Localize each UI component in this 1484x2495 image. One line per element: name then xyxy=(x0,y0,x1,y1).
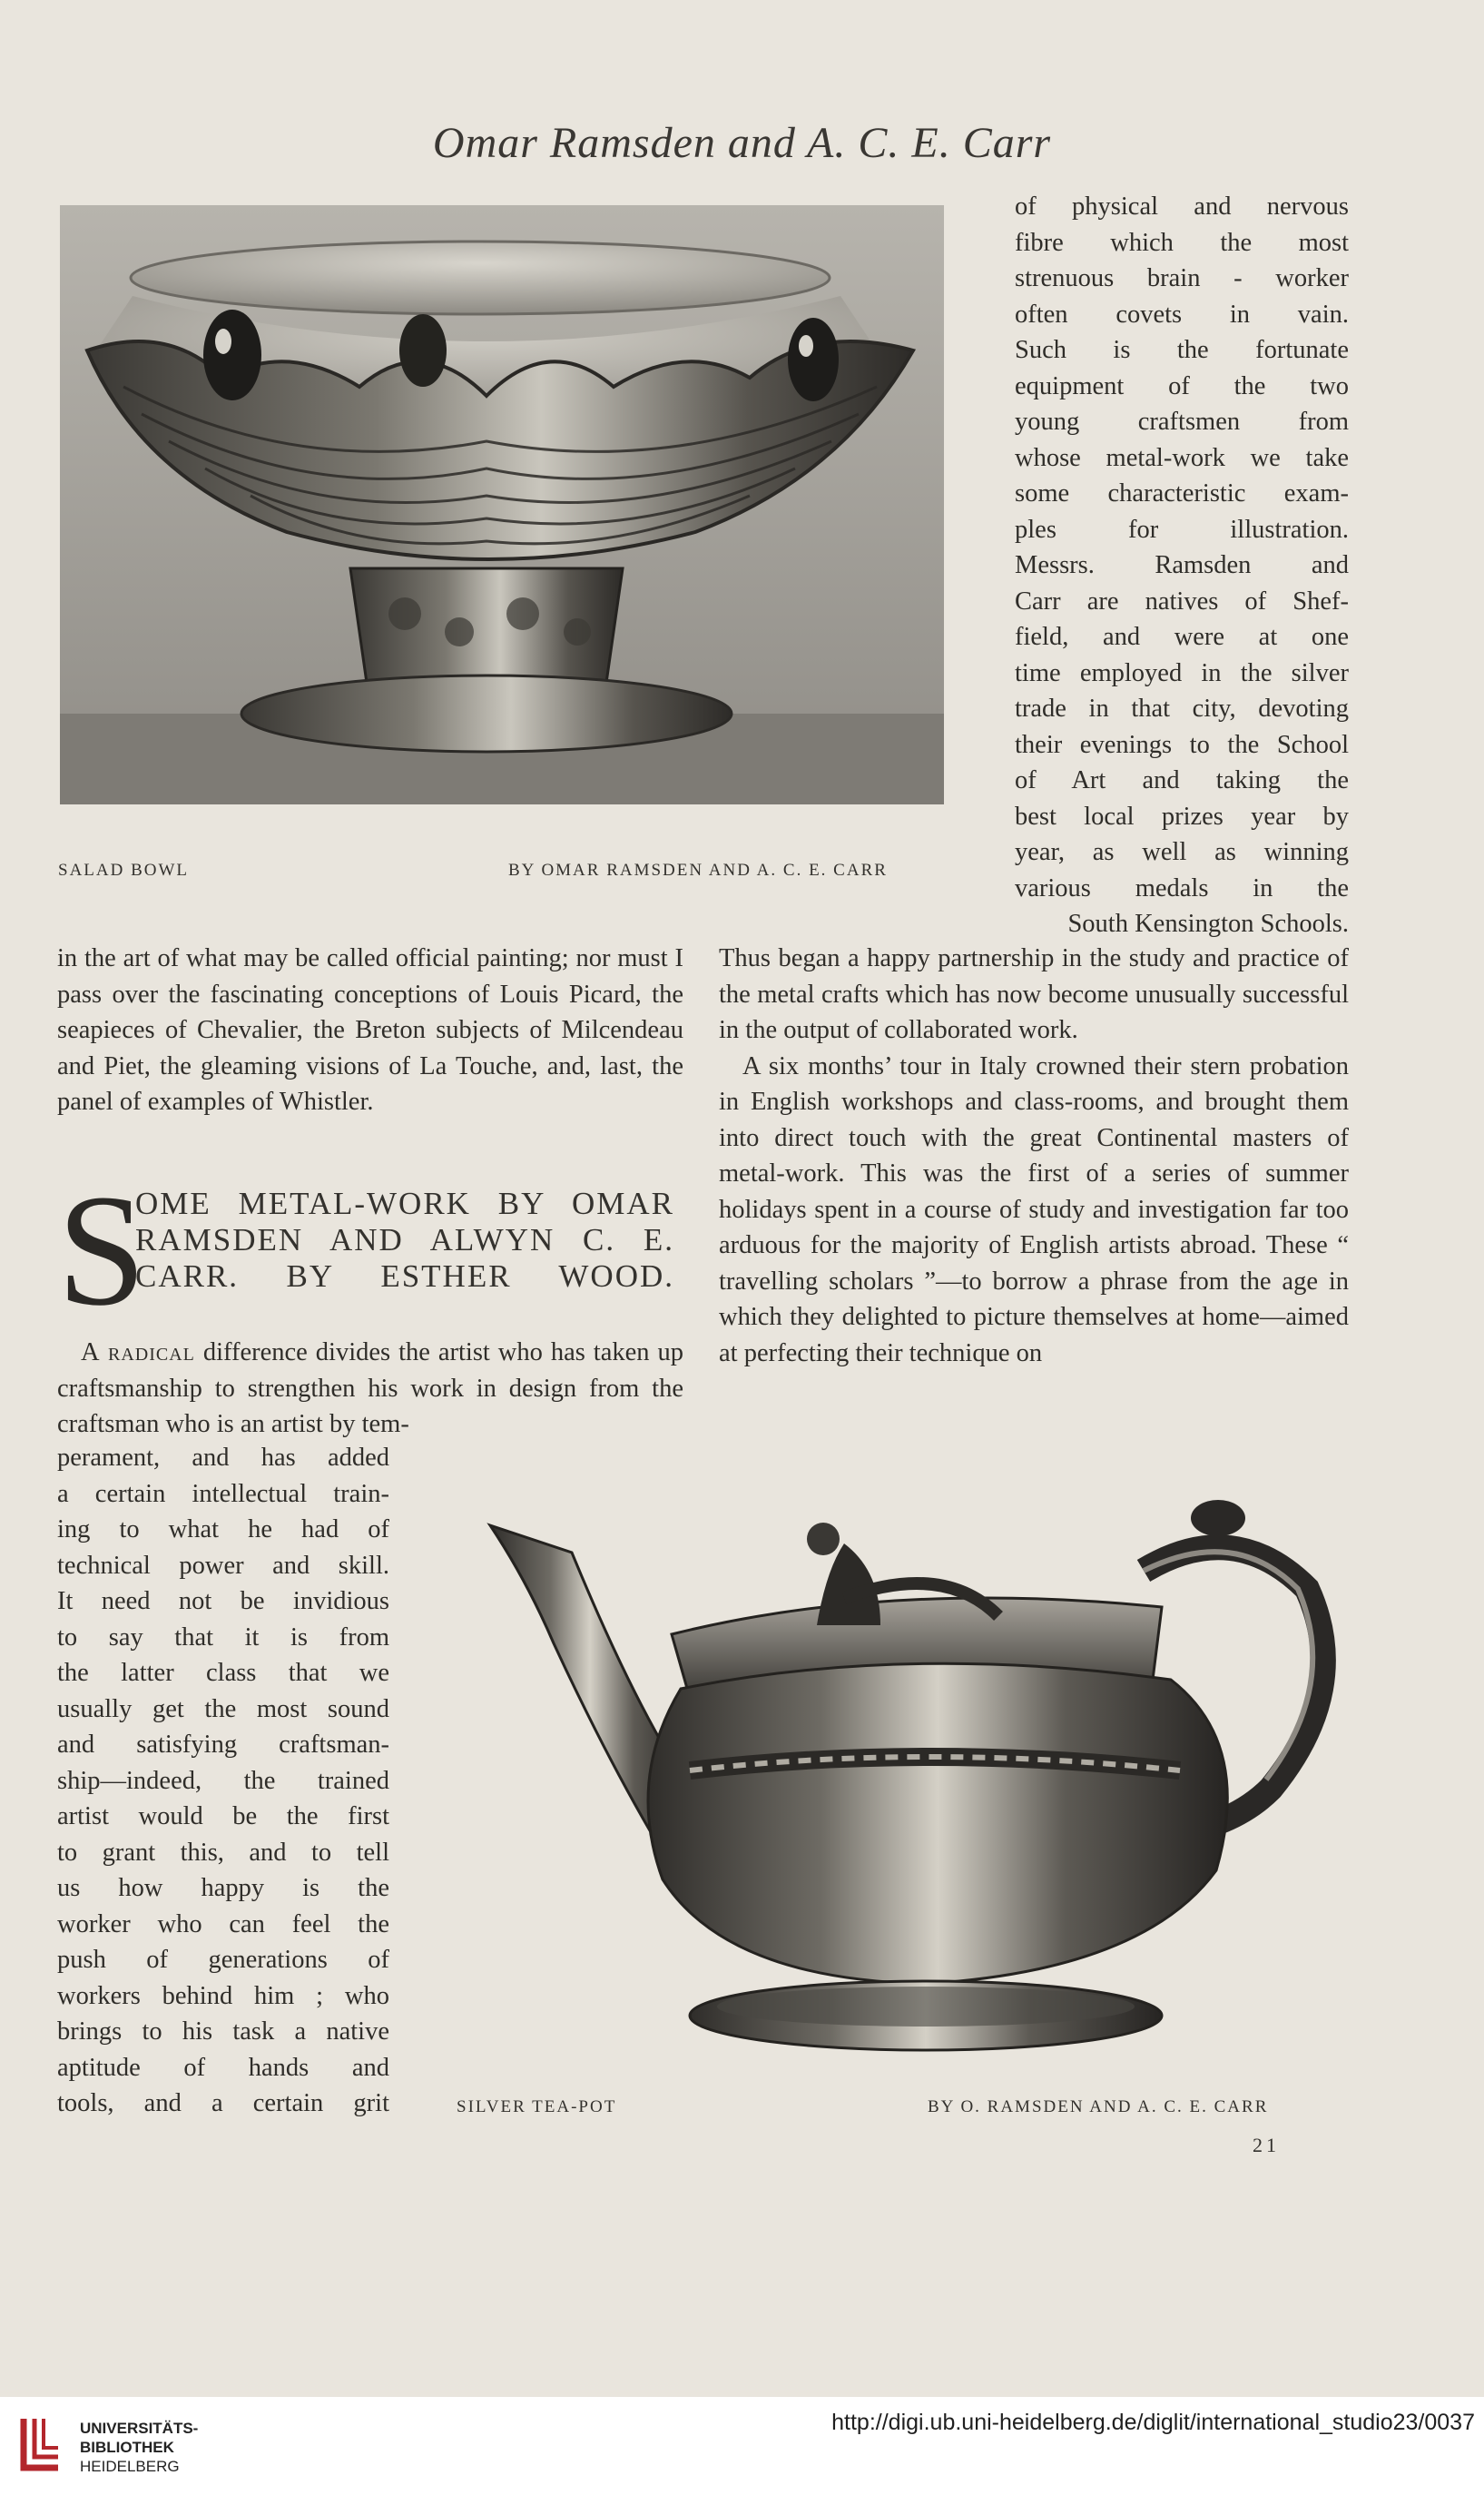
narrow-column-line: a certain intellectual train- xyxy=(57,1479,389,1508)
narrow-column-line: usually get the most sound xyxy=(57,1694,389,1723)
right-column-top-line: best local prizes year by xyxy=(1015,802,1349,831)
library-logo-icon xyxy=(15,2413,67,2473)
right-column-top-line: field, and were at one xyxy=(1015,623,1349,651)
narrow-column-line: us how happy is the xyxy=(57,1874,389,1902)
narrow-column-line: the latter class that we xyxy=(57,1659,389,1687)
library-name-line1: UNIVERSITÄTS- xyxy=(80,2420,199,2437)
library-footer xyxy=(0,2397,1484,2495)
right-column-top-line: strenuous brain - worker xyxy=(1015,264,1349,292)
right-column-top-line: various medals in the xyxy=(1015,873,1349,902)
intro-text: in the art of what may be called official painting; nor must I pass over the fascinating conceptions of Louis Picard, the seapieces of Chevalier, the Breton subjects of Milcendeau and Piet, the gleaming visions of La Touche, and, last, the panel of examples of Whistler. xyxy=(57,944,683,1116)
right-column-top-line: time employed in the silver xyxy=(1015,658,1349,687)
right-paragraph-1: Thus began a happy partnership in the study and practice of the metal crafts which has now become unusually successful in the output of collaborated work. xyxy=(719,944,1349,1044)
left-intro-paragraph xyxy=(57,941,683,1120)
narrow-column-line: perament, and has added xyxy=(57,1444,389,1472)
right-column-top-line: their evenings to the School xyxy=(1015,730,1349,759)
narrow-column-line: worker who can feel the xyxy=(57,1909,389,1938)
narrow-column-line: to grant this, and to tell xyxy=(57,1838,389,1867)
narrow-column-line: ing to what he had of xyxy=(57,1515,389,1543)
lead-text: difference divides the artist who has taken up craftsmanship to strengthen his work in design from the craftsman who is an artist by tem- xyxy=(57,1338,683,1438)
narrow-column-line: It need not be invidious xyxy=(57,1587,389,1615)
right-column-top-line: often covets in vain. xyxy=(1015,300,1349,329)
right-column-top-line: whose metal-work we take xyxy=(1015,443,1349,472)
article-title-line: OME METAL-WORK BY OMAR xyxy=(135,1186,674,1221)
article-heading xyxy=(57,1162,674,1339)
teapot-caption-title: SILVER TEA-POT xyxy=(457,2097,617,2116)
library-name-line2: BIBLIOTHEK xyxy=(80,2439,174,2456)
source-url[interactable]: http://digi.ub.uni-heidelberg.de/diglit/international_studio23/0037 xyxy=(831,2410,1475,2435)
library-name-line3: HEIDELBERG xyxy=(80,2458,180,2475)
article-title xyxy=(135,1186,674,1295)
right-column-top-line: Messrs. Ramsden and xyxy=(1015,551,1349,579)
right-column-top-line: trade in that city, devoting xyxy=(1015,695,1349,723)
running-header: Omar Ramsden and A. C. E. Carr xyxy=(432,119,1052,167)
right-column-body xyxy=(719,941,1349,1371)
narrow-column-line: workers behind him ; who xyxy=(57,1981,389,2010)
article-title-line: CARR. BY ESTHER WOOD. xyxy=(135,1258,674,1294)
bowl-caption-credit: BY OMAR RAMSDEN AND A. C. E. CARR xyxy=(508,861,888,880)
right-column-top-line: of physical and nervous xyxy=(1015,192,1349,221)
lead-smallcaps: A radical xyxy=(81,1338,195,1366)
narrow-column-line: aptitude of hands and xyxy=(57,2053,389,2082)
bowl-caption-title: SALAD BOWL xyxy=(58,861,190,880)
drop-cap: S xyxy=(57,1162,146,1339)
narrow-column-line: push of generations of xyxy=(57,1946,389,1974)
library-name xyxy=(80,2419,198,2476)
right-paragraph-2: A six months’ tour in Italy crowned their stern probation in English workshops and class-rooms, and brought them into direct touch with the great Continental masters of metal-work. This was the first of a series of summer holidays spent in a course of study and investigation far too arduous for the majority of English artists abroad. These “ travelling scholars ”—to borrow a phrase from the age in which they delighted to picture themselves at home—aimed at perfecting their technique on xyxy=(719,1051,1349,1367)
teapot-caption-credit: BY O. RAMSDEN AND A. C. E. CARR xyxy=(928,2097,1269,2116)
article-title-line: RAMSDEN AND ALWYN C. E. xyxy=(135,1222,674,1257)
right-column-top-line: young craftsmen from xyxy=(1015,408,1349,436)
right-column-top xyxy=(1015,189,1349,942)
right-column-top-line: ples for illustration. xyxy=(1015,515,1349,544)
right-column-top-line: Carr are natives of Shef- xyxy=(1015,587,1349,616)
narrow-column-line: brings to his task a native xyxy=(57,2017,389,2046)
narrow-column-line: tools, and a certain grit xyxy=(57,2089,389,2117)
narrow-column-line: technical power and skill. xyxy=(57,1551,389,1580)
right-column-top-line: South Kensington Schools. xyxy=(1067,910,1349,938)
right-column-top-line: fibre which the most xyxy=(1015,228,1349,257)
salad-bowl-photo xyxy=(60,205,944,804)
right-column-top-line: of Art and taking the xyxy=(1015,766,1349,794)
right-column-top-line: Such is the fortunate xyxy=(1015,336,1349,364)
lead-paragraph xyxy=(57,1335,683,1443)
narrow-column xyxy=(57,1440,389,2122)
right-column-top-line: year, as well as winning xyxy=(1015,838,1349,866)
narrow-column-line: ship—indeed, the trained xyxy=(57,1766,389,1795)
right-column-top-line: equipment of the two xyxy=(1015,371,1349,400)
narrow-column-line: artist would be the first xyxy=(57,1802,389,1830)
narrow-column-line: and satisfying craftsman- xyxy=(57,1731,389,1759)
right-column-top-line: some characteristic exam- xyxy=(1015,479,1349,508)
silver-teapot-photo xyxy=(454,1489,1343,2070)
narrow-column-line: to say that it is from xyxy=(57,1622,389,1652)
page-number: 21 xyxy=(1253,2134,1280,2156)
